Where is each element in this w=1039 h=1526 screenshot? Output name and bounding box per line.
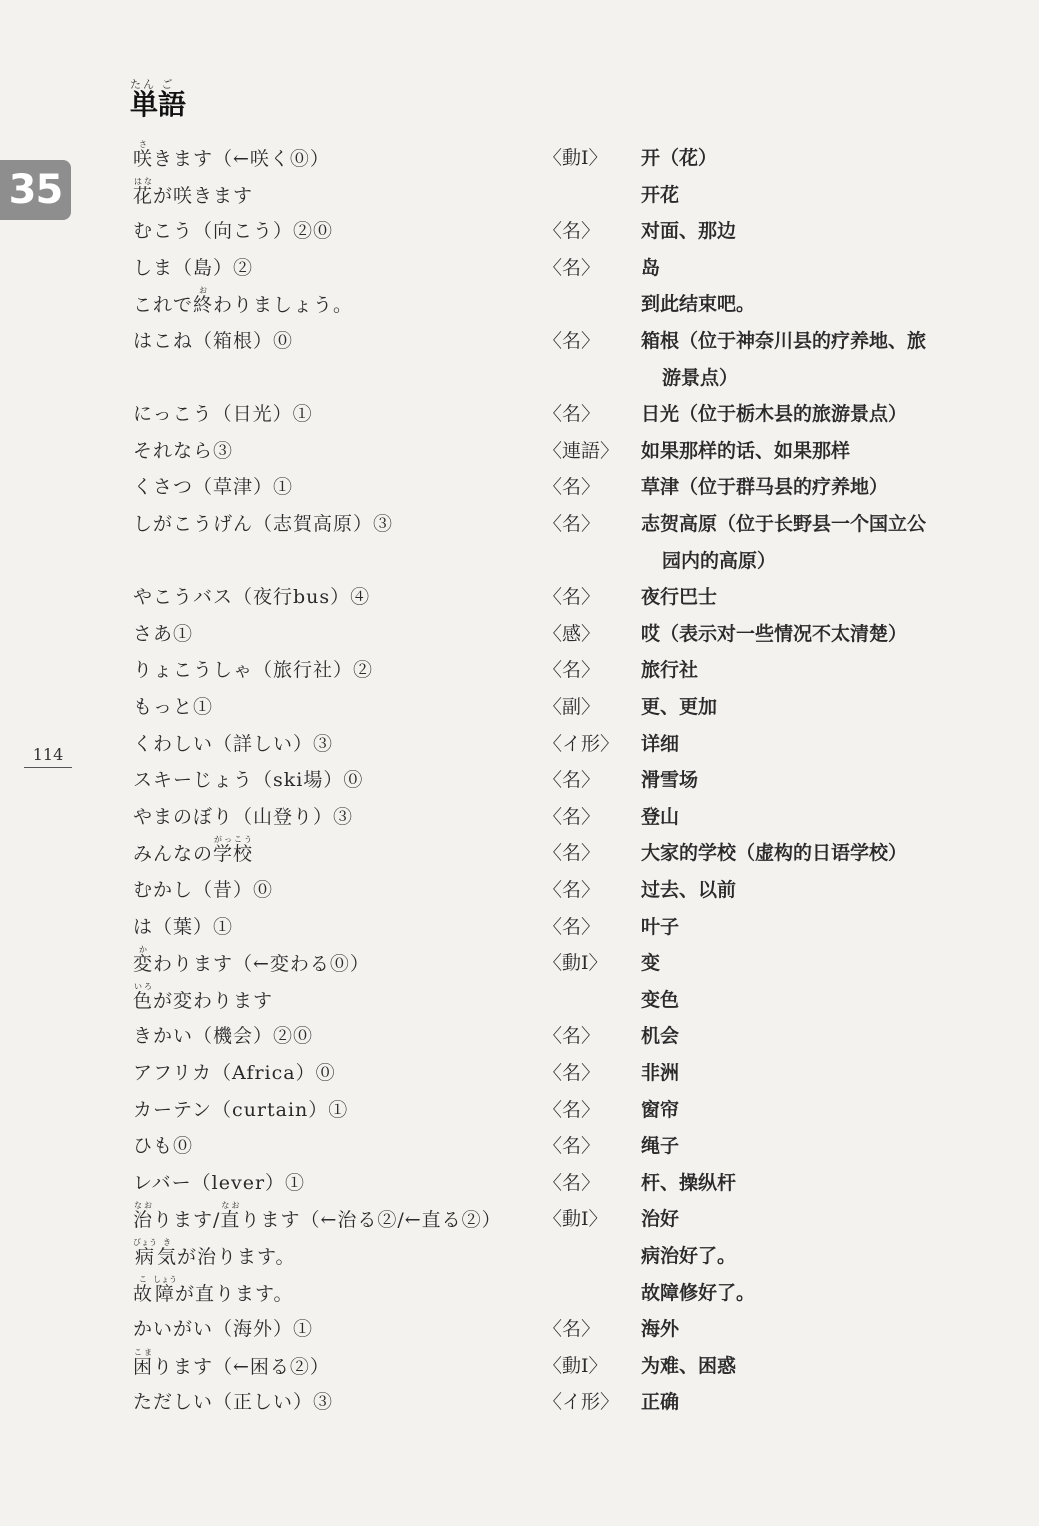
part-of-speech: 〈名〉 xyxy=(543,879,601,901)
chinese-meaning-line: 变 xyxy=(641,952,661,975)
part-of-speech: 〈名〉 xyxy=(543,1098,601,1121)
part-of-speech: 〈名〉 xyxy=(543,769,601,792)
chinese-meaning-line: 哎（表示对一些情况不太清楚） xyxy=(641,622,908,645)
japanese-term: これで終おわりましょう。 xyxy=(133,286,354,317)
part-of-speech: 〈動Ⅰ〉 xyxy=(543,952,608,975)
chinese-meaning-line: 治好 xyxy=(641,1208,680,1231)
chinese-meaning-line: 正确 xyxy=(641,1391,680,1414)
japanese-term: むこう（向こう）②⓪ xyxy=(133,220,334,243)
japanese-term: ひも⓪ xyxy=(133,1135,194,1158)
part-of-speech: 〈名〉 xyxy=(543,659,601,682)
japanese-term: 病びょう気きが治ります。 xyxy=(133,1238,296,1268)
chinese-meaning xyxy=(641,762,977,799)
chinese-meaning xyxy=(641,1018,977,1055)
japanese-term: むかし（昔）⓪ xyxy=(133,879,274,901)
page-title: 単語 xyxy=(130,88,187,121)
part-of-speech: 〈名〉 xyxy=(543,1135,601,1158)
japanese-term: りょこうしゃ（旅行社）② xyxy=(133,659,374,682)
chinese-meaning xyxy=(641,799,977,836)
chinese-meaning xyxy=(641,835,977,872)
chinese-meaning xyxy=(641,872,977,909)
japanese-term: しがこうげん（志賀高原）③ xyxy=(133,513,394,535)
chapter-tab: 35 xyxy=(0,160,71,220)
japanese-term: きかい（機会）②⓪ xyxy=(133,1025,314,1048)
chinese-meaning xyxy=(641,1165,977,1202)
japanese-term: はこね（箱根）⓪ xyxy=(133,330,294,352)
part-of-speech: 〈名〉 xyxy=(543,842,601,865)
chinese-meaning-line: 箱根（位于神奈川县的疗养地、旅 xyxy=(641,330,927,352)
part-of-speech: 〈名〉 xyxy=(543,805,601,828)
part-of-speech: 〈名〉 xyxy=(543,220,601,243)
chinese-meaning xyxy=(641,213,977,250)
part-of-speech: 〈名〉 xyxy=(543,476,601,499)
chinese-meaning-line: 窗帘 xyxy=(641,1098,680,1121)
part-of-speech: 〈連語〉 xyxy=(543,439,620,462)
japanese-term: は（葉）① xyxy=(133,915,234,938)
part-of-speech: 〈イ形〉 xyxy=(543,732,620,755)
chinese-meaning-line: 滑雪场 xyxy=(641,769,699,792)
part-of-speech: 〈名〉 xyxy=(543,403,601,426)
chinese-meaning-line: 更、更加 xyxy=(641,696,718,718)
chinese-meaning-line: 对面、那边 xyxy=(641,220,737,243)
chinese-meaning xyxy=(641,616,977,653)
chinese-meaning xyxy=(641,1128,977,1165)
japanese-term: アフリカ（Africa）⓪ xyxy=(133,1062,336,1084)
japanese-term: くわしい（詳しい）③ xyxy=(133,732,334,755)
section-heading xyxy=(130,76,186,121)
part-of-speech: 〈名〉 xyxy=(543,915,601,938)
japanese-term: 変かわります（←変わる⓪） xyxy=(133,945,370,976)
chinese-meaning xyxy=(641,1201,977,1238)
part-of-speech: 〈イ形〉 xyxy=(543,1391,620,1414)
chinese-meaning xyxy=(641,909,977,946)
japanese-term: くさつ（草津）① xyxy=(133,476,294,499)
part-of-speech: 〈名〉 xyxy=(543,586,601,609)
chinese-meaning-line: 日光（位于栃木县的旅游景点） xyxy=(641,403,908,426)
japanese-term: 困こまります（←困る②） xyxy=(133,1347,330,1378)
chinese-meaning xyxy=(641,177,977,214)
japanese-term: 治なおります/直なおります（←治る②/←直る②） xyxy=(133,1201,502,1232)
chinese-meaning-line: 夜行巴士 xyxy=(641,586,718,609)
chinese-meaning xyxy=(641,433,977,470)
chinese-meaning xyxy=(641,945,977,982)
japanese-term: それなら③ xyxy=(133,439,234,462)
part-of-speech: 〈感〉 xyxy=(543,622,601,645)
japanese-term: スキーじょう（ski場）⓪ xyxy=(133,769,364,792)
part-of-speech: 〈名〉 xyxy=(543,1062,601,1084)
japanese-term: さあ① xyxy=(133,622,194,645)
japanese-term: やこうバス（夜行bus）④ xyxy=(133,586,371,609)
chinese-meaning-line: 海外 xyxy=(641,1318,680,1341)
chinese-meaning xyxy=(641,579,977,616)
chinese-meaning-line: 大家的学校（虚构的日语学校） xyxy=(641,842,908,865)
chinese-meaning-line: 草津（位于群马县的疗养地） xyxy=(641,476,889,499)
chinese-meaning-continuation: 游景点） xyxy=(662,366,739,389)
chinese-meaning xyxy=(641,469,977,506)
part-of-speech: 〈名〉 xyxy=(543,256,601,279)
chinese-meaning-continuation: 园内的高原） xyxy=(662,549,777,572)
japanese-term: 色いろが変わります xyxy=(133,981,274,1012)
japanese-term: しま（島）② xyxy=(133,256,254,279)
chinese-meaning-line: 叶子 xyxy=(641,915,680,938)
japanese-term: レバー（lever）① xyxy=(133,1171,306,1194)
chinese-meaning-line: 故障修好了。 xyxy=(641,1281,756,1304)
chinese-meaning xyxy=(641,726,977,763)
chinese-meaning-line: 旅行社 xyxy=(641,659,699,682)
japanese-term: 故こ障しょうが直ります。 xyxy=(133,1274,294,1305)
part-of-speech: 〈副〉 xyxy=(543,696,601,718)
chinese-meaning xyxy=(641,689,977,726)
part-of-speech: 〈動Ⅰ〉 xyxy=(543,1208,608,1231)
part-of-speech: 〈名〉 xyxy=(543,513,601,535)
japanese-term: やまのぼり（山登り）③ xyxy=(133,805,354,828)
chinese-meaning-line: 详细 xyxy=(641,732,680,755)
part-of-speech: 〈名〉 xyxy=(543,1318,601,1341)
part-of-speech: 〈名〉 xyxy=(543,1171,601,1194)
chinese-meaning xyxy=(641,652,977,689)
chinese-meaning xyxy=(641,396,977,433)
japanese-term: かいがい（海外）① xyxy=(133,1318,314,1341)
heading-ruby: たん ご xyxy=(130,78,175,91)
chinese-meaning-line: 登山 xyxy=(641,805,680,828)
japanese-term: にっこう（日光）① xyxy=(133,403,313,426)
japanese-term: カーテン（curtain）① xyxy=(133,1098,349,1121)
japanese-term: 花はなが咲きます xyxy=(133,176,254,207)
chinese-meaning xyxy=(641,286,977,323)
chinese-meaning-line: 非洲 xyxy=(641,1062,680,1084)
chinese-meaning-line: 志贺高原（位于长野县一个国立公 xyxy=(641,513,927,535)
chinese-meaning xyxy=(641,982,977,1019)
chinese-meaning-line: 开（花） xyxy=(641,147,718,169)
japanese-term: みんなの学校がっこう xyxy=(133,835,254,866)
part-of-speech: 〈動Ⅰ〉 xyxy=(543,1354,608,1377)
chinese-meaning-line: 过去、以前 xyxy=(641,879,737,901)
chinese-meaning xyxy=(641,1384,977,1421)
chinese-meaning-line: 杆、操纵杆 xyxy=(641,1171,737,1194)
chinese-meaning-line: 开花 xyxy=(641,183,680,206)
chinese-meaning xyxy=(641,323,977,396)
chinese-meaning xyxy=(641,506,977,579)
page-number: 114 xyxy=(24,745,72,768)
chinese-meaning xyxy=(641,1311,977,1348)
chinese-meaning xyxy=(641,1348,977,1385)
part-of-speech: 〈動Ⅰ〉 xyxy=(543,147,608,169)
chinese-meaning-line: 病治好了。 xyxy=(641,1245,737,1267)
chinese-meaning-line: 机会 xyxy=(641,1025,680,1048)
chinese-meaning xyxy=(641,1092,977,1129)
chinese-meaning-line: 变色 xyxy=(641,988,680,1011)
japanese-term: もっと① xyxy=(133,696,214,718)
chinese-meaning-line: 到此结束吧。 xyxy=(641,293,756,316)
chinese-meaning-line: 岛 xyxy=(641,256,661,279)
chinese-meaning xyxy=(641,1238,977,1275)
chinese-meaning-line: 绳子 xyxy=(641,1135,680,1158)
japanese-term: ただしい（正しい）③ xyxy=(133,1391,334,1414)
chinese-meaning xyxy=(641,1275,977,1312)
part-of-speech: 〈名〉 xyxy=(543,1025,601,1048)
chinese-meaning xyxy=(641,1055,977,1092)
chinese-meaning-line: 为难、困惑 xyxy=(641,1354,737,1377)
chinese-meaning xyxy=(641,250,977,287)
part-of-speech: 〈名〉 xyxy=(543,330,601,352)
chinese-meaning-line: 如果那样的话、如果那样 xyxy=(641,439,851,462)
japanese-term: 咲さきます（←咲く⓪） xyxy=(133,140,330,170)
chinese-meaning xyxy=(641,140,977,177)
